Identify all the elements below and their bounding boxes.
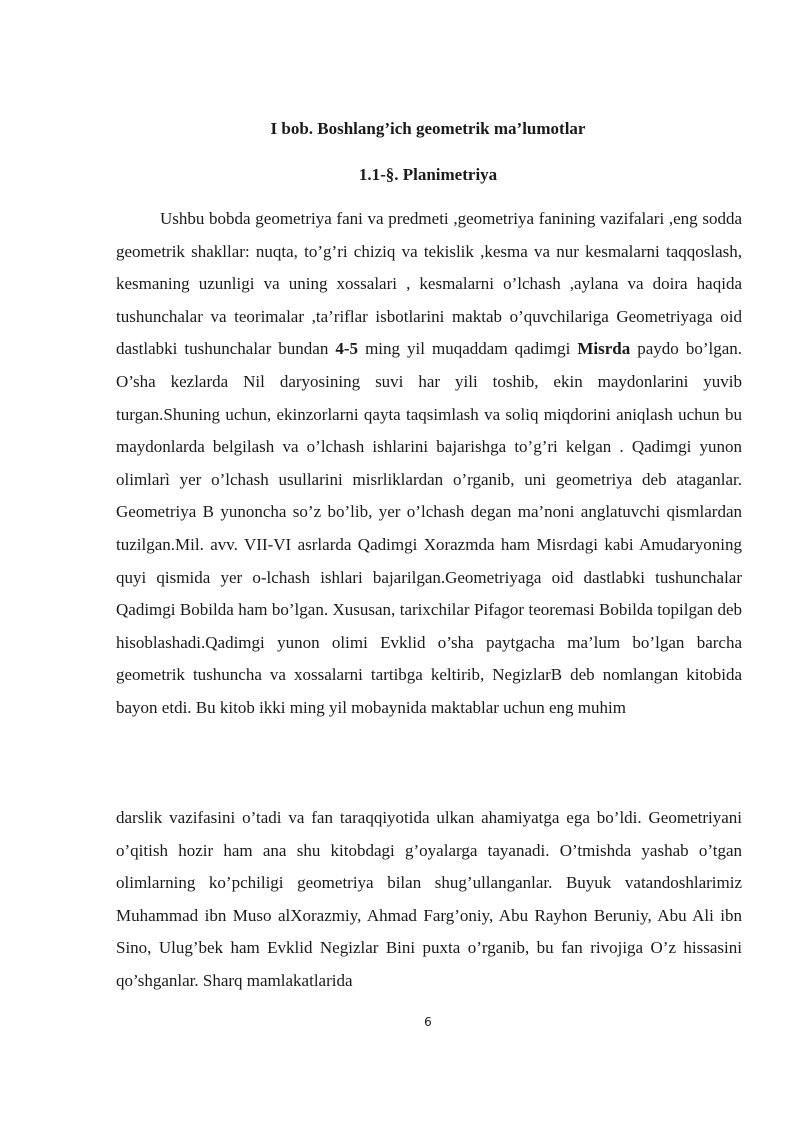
paragraph-intro-text-b: ming yil muqaddam qadimgi: [358, 339, 578, 359]
chapter-title: I bob. Boshlang’ich geometrik ma’lumotlar: [270, 119, 586, 138]
paragraph-intro-text-c: paydo bo’lgan. O’sha kezlarda Nil daryosining suvi har yili toshib, ekin maydonlarini yuvib turgan.Shuning uchun, ekinzorlarni qayta taqsimlash va soliq miqdorini aniqlash uchun bu maydonlarda belgilash va o’lchash ishlarini bajarishga to’g’ri kelgan . Qadimgi yunon olimlarì yer o’lchash usullarini misrliklardan o’rganib, uni geometriya deb ataganlar. Geometriya B yunoncha so’z bo’lib, yer o’lchash degan ma’noni anglatuvchi qismlardan tuzilgan.Mil. avv. VII-VI asrlarda Qadimgi Xorazmda ham Misrdagi kabi Amudaryoning quyi qismida yer o-lchash ishlari bajarilgan.Geometriyaga oid dastlabki tushunchalar Qadimgi Bobilda ham bo’lgan. Xususan, tarixchilar Pifagor teoremasi Bobilda topilgan deb hisoblashadi.Qadimgi yunon olimi Evklid o’sha paytgacha ma’lum bo’lgan barcha geometrik tushuncha va xossalarni tartibga keltirib, NegizlarB deb nomlangan kitobida bayon etdi. Bu kitob ikki ming yil mobaynida maktablar uchun eng muhim: [116, 339, 742, 717]
bold-years: 4-5: [335, 339, 359, 359]
paragraph-intro: [116, 203, 742, 725]
paragraph-intro-text-a: Ushbu bobda geometriya fani va predmeti ,geometriya fanining vazifalari ,eng sodda geometrik shakllar: nuqta, to’g’ri chiziq va tekislik ,kesma va nur kesmalarni taqqoslash, kesmaning uzunligi va uning xossalari , kesmalarni o’lchash ,aylana va doira haqida tushunchalar va teorimalar ,ta’riflar isbotlarini maktab o’quvchilariga Geometriyaga oid dastlabki tushunchalar bundan: [116, 209, 742, 359]
section-title: 1.1-§. Planimetriya: [358, 165, 498, 184]
page-number: 6: [424, 1015, 432, 1029]
bold-misrda: Misrda: [577, 339, 631, 359]
paragraph-continuation: darslik vazifasini o’tadi va fan taraqqiyotida ulkan ahamiyatga ega bo’ldi. Geometriyani o’qitish hozir ham ana shu kitobdagi g’oyalarga tayanadi. O’tmishda yashab o’tgan olimlarning ko’pchiligi geometriya bilan shug’ullanganlar. Buyuk vatandoshlarimiz Muhammad ibn Muso alXorazmiy, Ahmad Farg’oniy, Abu Rayhon Beruniy, Abu Ali ibn Sino, Ulug’bek ham Evklid Negizlar Bini puxta o’rganib, bu fan rivojiga O’z hissasini qo’shganlar. Sharq mamlakatlarida: [116, 808, 742, 990]
